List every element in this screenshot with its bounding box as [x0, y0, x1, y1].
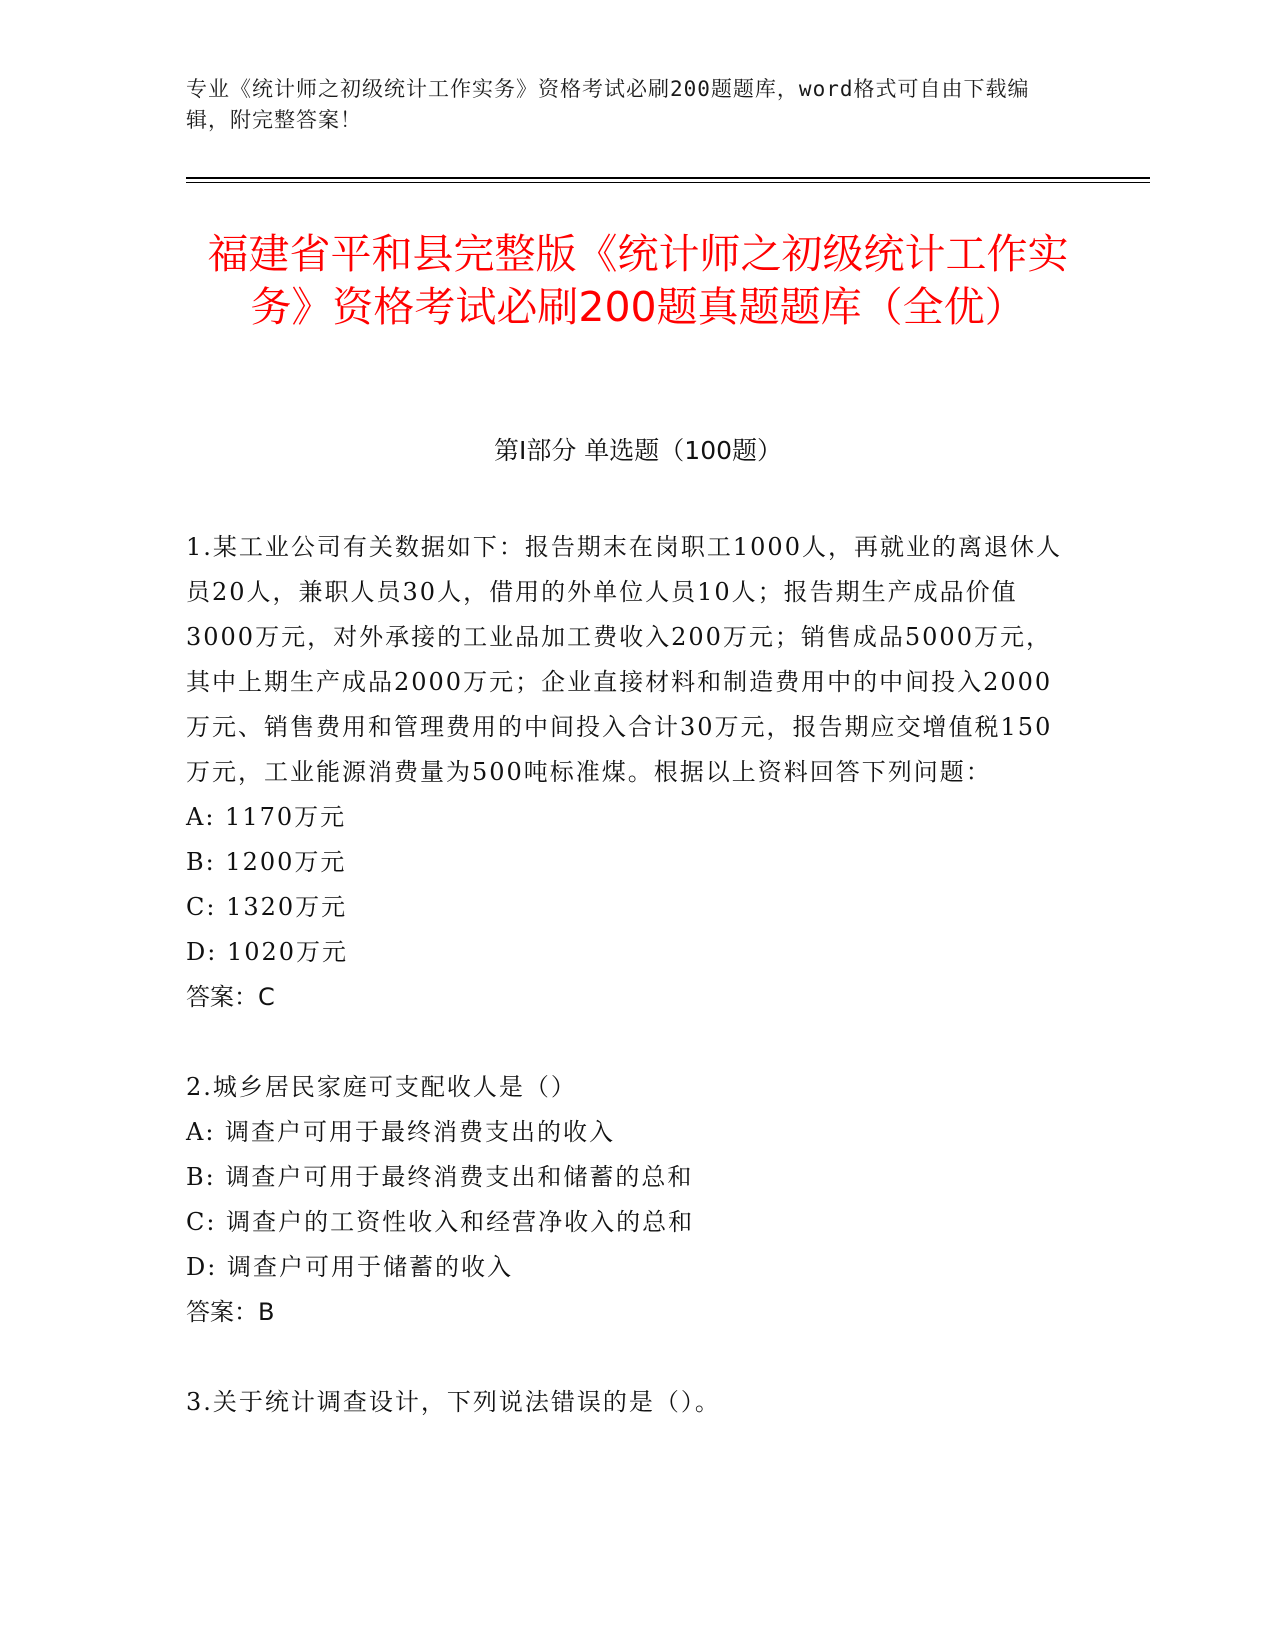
option-d: D: 调查户可用于储蓄的收入: [186, 1253, 513, 1281]
option-c: C: 调查户的工资性收入和经营净收入的总和: [186, 1208, 695, 1236]
header-divider-thick: [186, 177, 1150, 179]
question-stem: 1.某工业公司有关数据如下：报告期末在岗职工1000人，再就业的离退休人员20人，兼职人员30人，借用的外单位人员10人；报告期生产成品价值3000万元，对外承接的工业品加工费收入200万元；销售成品5000万元，其中上期生产成品2000万元；企业直接材料和制造费用中的中间投入2000万元、销售费用和管理费用的中间投入合计30万元，报告期应交增值税150万元，工业能源消费量为500吨标准煤。根据以上资料回答下列问题：: [186, 533, 1062, 786]
question-spacer: [186, 1335, 1076, 1380]
question-stem: 2.城乡居民家庭可支配收人是（）: [186, 1073, 577, 1101]
header-divider-thin: [186, 182, 1150, 183]
option-b: B: 调查户可用于最终消费支出和储蓄的总和: [186, 1163, 694, 1191]
option-a: A: 调查户可用于最终消费支出的收入: [186, 1118, 616, 1146]
option-a: A: 1170万元: [186, 803, 347, 831]
question-stem: 3.关于统计调查设计，下列说法错误的是（）。: [186, 1388, 721, 1416]
answer-text: 答案：C: [186, 983, 275, 1011]
option-b: B: 1200万元: [186, 848, 347, 876]
question-item-1: [186, 525, 1076, 1020]
answer-text: 答案：B: [186, 1298, 275, 1326]
question-item-2: [186, 1065, 1076, 1335]
option-c: C: 1320万元: [186, 893, 348, 921]
option-d: D: 1020万元: [186, 938, 349, 966]
document-title: 福建省平和县完整版《统计师之初级统计工作实务》资格考试必刷200题真题题库（全优）: [207, 230, 1069, 331]
question-list: [186, 525, 1076, 1425]
question-item-3: [186, 1380, 1076, 1425]
question-spacer: [186, 1020, 1076, 1065]
header-note: 专业《统计师之初级统计工作实务》资格考试必刷200题题库，word格式可自由下载编辑，附完整答案！: [186, 77, 1030, 132]
section-heading: 第I部分 单选题（100题）: [493, 436, 783, 465]
